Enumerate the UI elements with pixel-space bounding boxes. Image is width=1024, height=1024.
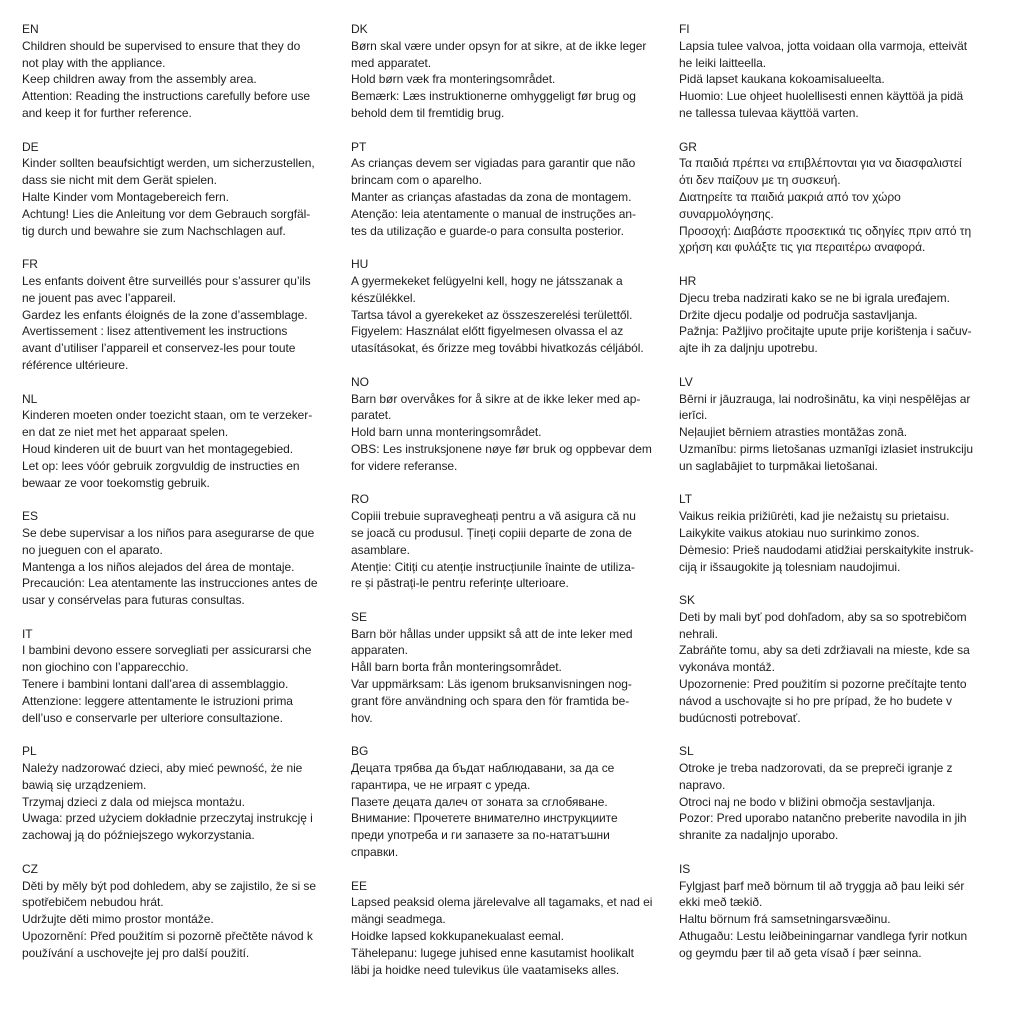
warning-text-line: Tenere i bambini lontani dall’area di assemblaggio. [22, 677, 289, 692]
warning-text-line: tig durch und bewahre sie zum Nachschlagen auf. [22, 223, 286, 238]
language-code: HR [679, 273, 697, 288]
warning-text-line: Διατηρείτε τα παιδιά μακριά από τον χώρο [679, 189, 901, 204]
warning-text-line: ne tallessa tulevaa käyttöä varten. [679, 105, 859, 120]
warning-text-line: Halte Kinder vom Montagebereich fern. [22, 189, 229, 204]
warning-text-line: Udržujte děti mimo prostor montáže. [22, 912, 214, 927]
warning-text-line: avant d’utiliser l’appareil et conservez-les pour toute [22, 341, 296, 356]
warning-text-line: hov. [351, 710, 373, 725]
warning-text-line: Upozornenie: Pred použitím si pozorne prečítajte tento [679, 677, 967, 692]
language-code: HU [351, 257, 369, 272]
language-code: IT [22, 626, 33, 641]
warning-text-line: dell’uso e conservarle per ulteriore consultazione. [22, 710, 283, 725]
language-section-no [351, 374, 681, 475]
language-code: GR [679, 139, 697, 154]
warning-text-line: Barn bør overvåkes for å sikre at de ikke leker med ap- [351, 391, 641, 406]
warning-text-line: Pidä lapset kaukana kokoamisalueelta. [679, 72, 885, 87]
warning-text-line: budúcnosti potrebovať. [679, 710, 801, 725]
warning-text-line: OBS: Les instruksjonene nøye før bruk og oppbevar dem [351, 441, 652, 456]
warning-text-line: paratet. [351, 408, 392, 423]
warning-text-line: Uwaga: przed użyciem dokładnie przeczytaj instrukcję i [22, 811, 313, 826]
warning-text-line: behold dem til fremtidig brug. [351, 105, 505, 120]
warning-text-line: for videre referanse. [351, 458, 458, 473]
warning-text-line: преди употреба и ги запазете за по-нататъшни [351, 828, 610, 843]
language-section-it [22, 626, 352, 727]
warning-text-line: Athugaðu: Lestu leiðbeiningarnar vandlega fyrir notkun [679, 929, 968, 944]
warning-text-line: no jueguen con el aparato. [22, 542, 163, 557]
warning-text-line: utasításokat, és őrizze meg további hivatkozás céljából. [351, 341, 644, 356]
warning-text-line: Precaución: Lea atentamente las instrucciones antes de [22, 576, 318, 591]
warning-text-line: med apparatet. [351, 55, 432, 70]
warning-text-line: en dat ze niet met het apparaat spelen. [22, 425, 229, 440]
language-section-cz [22, 861, 352, 962]
warning-text-line: Manter as crianças afastadas da zona de montagem. [351, 189, 632, 204]
language-section-lt [679, 491, 1009, 575]
language-code: NL [22, 391, 38, 406]
language-code: BG [351, 744, 369, 759]
warning-text-line: Gardez les enfants éloignés de la zone d’assemblage. [22, 307, 308, 322]
warning-text-line: Пазете децата далеч от зоната за сглобяване. [351, 794, 608, 809]
language-code: FR [22, 257, 38, 272]
language-section-lv [679, 374, 1009, 475]
warning-text-line: Atenție: Citiți cu atenție instrucțiunile înainte de utiliza- [351, 559, 635, 574]
language-section-en [22, 21, 352, 122]
warning-text-line: nehrali. [679, 626, 718, 641]
language-code: RO [351, 492, 369, 507]
warning-text-line: készülékkel. [351, 290, 416, 305]
warning-text-line: ajte ih za daljnju upotrebu. [679, 341, 818, 356]
language-code: EN [22, 22, 39, 36]
warning-text-line: Barn bör hållas under uppsikt så att de inte leker med [351, 626, 633, 641]
warning-text-line: he leiki laitteella. [679, 55, 767, 70]
warning-text-line: bawią się urządzeniem. [22, 777, 147, 792]
warning-text-line: Vaikus reikia prižiūrėti, kad jie nežaistų su prietaisu. [679, 509, 950, 524]
column-2 [351, 21, 681, 995]
warning-text-line: Внимание: Прочетете внимателно инструкциите [351, 811, 618, 826]
warning-text-line: χρήση και φυλάξτε τις για περαιτέρω αναφορά. [679, 240, 926, 255]
warning-text-line: гарантира, че не играят с уреда. [351, 777, 531, 792]
warning-text-line: συναρμολόγησης. [679, 206, 774, 221]
warning-text-line: Upozornění: Před použitím si pozorně přečtěte návod k [22, 929, 313, 944]
warning-text-line: Zabráňte tomu, aby sa deti zdržiavali na mieste, kde sa [679, 643, 970, 658]
language-code: FI [679, 22, 690, 36]
warning-text-line: se joacă cu produsul. Țineți copiii departe de zona de [351, 525, 632, 540]
language-code: LT [679, 492, 693, 507]
language-section-dk [351, 21, 681, 122]
language-code: CZ [22, 861, 38, 876]
language-section-nl [22, 391, 352, 492]
warning-text-line: Lapsed peaksid olema järelevalve all tagamaks, et nad ei [351, 895, 653, 910]
language-section-ee [351, 878, 681, 979]
warning-text-line: Децата трябва да бъдат наблюдавани, за да се [351, 761, 615, 776]
language-code: LV [679, 374, 693, 389]
warning-text-line: bewaar ze voor toekomstig gebruik. [22, 475, 210, 490]
warning-text-line: Attention: Reading the instructions carefully before use [22, 89, 311, 104]
language-section-se [351, 609, 681, 727]
warning-text-line: Děti by měly být pod dohledem, aby se zajistilo, že si se [22, 878, 316, 893]
warning-text-line: Let op: lees vóór gebruik zorgvuldig de instructies en [22, 458, 300, 473]
warning-text-line: ekki með tækið. [679, 895, 763, 910]
warning-text-line: Kinderen moeten onder toezicht staan, om te verzeker- [22, 408, 313, 423]
warning-text-line: mängi seadmega. [351, 912, 446, 927]
warning-text-line: spotřebičem nebudou hrát. [22, 895, 164, 910]
warning-text-line: re și păstrați-le pentru referințe ulterioare. [351, 576, 569, 591]
warning-text-line: Figyelem: Használat előtt figyelmesen olvassa el az [351, 324, 624, 339]
language-code: PT [351, 139, 367, 154]
language-section-pt [351, 139, 681, 240]
language-section-hu [351, 256, 681, 357]
warning-text-line: Huomio: Lue ohjeet huolellisesti ennen käyttöä ja pidä [679, 89, 964, 104]
language-code: EE [351, 878, 367, 893]
language-section-ro [351, 491, 681, 592]
warning-text-line: Otroci naj ne bodo v bližini območja sestavljanja. [679, 794, 936, 809]
warning-text-line: Lapsia tulee valvoa, jotta voidaan olla varmoja, etteivät [679, 38, 967, 53]
language-code: SE [351, 609, 367, 624]
warning-text-line: ciją ir išsaugokite ją tolesniam naudojimui. [679, 559, 901, 574]
warning-text-line: Trzymaj dzieci z dala od miejsca montażu. [22, 794, 245, 809]
language-code: SL [679, 744, 694, 759]
language-code: NO [351, 374, 369, 389]
language-section-es [22, 508, 352, 609]
warning-text-line: vykonáva montáž. [679, 660, 775, 675]
warning-text-line: läbi ja hoidke need tulevikus üle vaatamiseks alles. [351, 962, 620, 977]
warning-text-line: Var uppmärksam: Läs igenom bruksanvisningen nog- [351, 677, 632, 692]
warning-text-line: používání a uschovejte jej pro další použití. [22, 945, 250, 960]
warning-text-line: Pozor: Pred uporabo natančno preberite navodila in jih [679, 811, 967, 826]
warning-text-line: Les enfants doivent être surveillés pour s’assurer qu’ils [22, 273, 311, 288]
warning-text-line: Copiii trebuie supravegheați pentru a vă asigura că nu [351, 509, 636, 524]
language-section-is [679, 861, 1009, 962]
warning-text-line: Houd kinderen uit de buurt van het montagegebied. [22, 441, 294, 456]
language-section-bg [351, 743, 681, 861]
warning-text-line: Fylgjast þarf með börnum til að tryggja að þau leiki sér [679, 878, 965, 893]
warning-text-line: og geymdu þær til að geta vísað í þær seinna. [679, 945, 922, 960]
warning-text-line: návod a uschovajte si ho pre prípad, že ho budete v [679, 693, 952, 708]
warning-text-line: Hold barn unna monteringsområdet. [351, 425, 542, 440]
warning-text-line: Należy nadzorować dzieci, aby mieć pewność, że nie [22, 761, 303, 776]
warning-text-line: ne jouent pas avec l’appareil. [22, 290, 176, 305]
warning-text-line: ierīci. [679, 408, 708, 423]
warning-text-line: and keep it for further reference. [22, 105, 192, 120]
warning-text-line: dass sie nicht mit dem Gerät spielen. [22, 173, 217, 188]
warning-text-line: Deti by mali byť pod dohľadom, aby sa so spotrebičom [679, 609, 967, 624]
warning-text-line: справки. [351, 845, 399, 860]
language-section-de [22, 139, 352, 240]
warning-text-line: usar y consérvelas para futuras consultas. [22, 593, 245, 608]
warning-text-line: Children should be supervised to ensure that they do [22, 38, 301, 53]
warning-text-line: Avertissement : lisez attentivement les instructions [22, 324, 288, 339]
language-code: DE [22, 139, 39, 154]
language-code: ES [22, 509, 38, 524]
language-code: DK [351, 22, 368, 36]
language-section-fi [679, 21, 1009, 122]
warning-text-line: non giochino con l’apparecchio. [22, 660, 189, 675]
language-section-hr [679, 273, 1009, 357]
warning-text-line: Προσοχή: Διαβάστε προσεκτικά τις οδηγίες πριν από τη [679, 223, 972, 238]
warning-text-line: zachowaj ją do późniejszego wykorzystania. [22, 828, 255, 843]
warning-text-line: asamblare. [351, 542, 410, 557]
warning-text-line: Se debe supervisar a los niños para asegurarse de que [22, 525, 315, 540]
warning-text-line: Hoidke lapsed kokkupanekualast eemal. [351, 929, 564, 944]
warning-text-line: Neļaujiet bērniem atrasties montāžas zonā. [679, 425, 908, 440]
warning-text-line: apparaten. [351, 643, 408, 658]
warning-text-line: Držite djecu podalje od područja sastavljanja. [679, 307, 918, 322]
warning-text-line: Atenção: leia atentamente o manual de instruções an- [351, 206, 636, 221]
warning-text-line: Dėmesio: Prieš naudodami atidžiai perskaitykite instruk- [679, 542, 974, 557]
warning-text-line: brincam com o aparelho. [351, 173, 482, 188]
warning-text-line: Håll barn borta från monteringsområdet. [351, 660, 562, 675]
warning-text-line: un saglabājiet to turpmākai lietošanai. [679, 458, 878, 473]
warning-text-line: not play with the appliance. [22, 55, 166, 70]
warning-text-line: shranite za nadaljnjo uporabo. [679, 828, 839, 843]
language-code: SK [679, 593, 695, 608]
warning-text-line: Tähelepanu: lugege juhised enne kasutamist hoolikalt [351, 945, 634, 960]
language-section-sk [679, 592, 1009, 726]
warning-text-line: Haltu börnum frá samsetningarsvæðinu. [679, 912, 891, 927]
language-section-gr [679, 139, 1009, 257]
warning-text-line: As crianças devem ser vigiadas para garantir que não [351, 156, 636, 171]
warning-text-line: Bemærk: Læs instruktionerne omhyggeligt før brug og [351, 89, 636, 104]
warning-text-line: I bambini devono essere sorvegliati per assicurarsi che [22, 643, 312, 658]
column-1 [22, 21, 352, 978]
warning-text-line: ότι δεν παίζουν με τη συσκευή. [679, 173, 841, 188]
warning-text-line: Uzmanību: pirms lietošanas uzmanīgi izlasiet instrukciju [679, 441, 973, 456]
warning-text-line: Achtung! Lies die Anleitung vor dem Gebrauch sorgfäl- [22, 206, 311, 221]
warning-text-line: Kinder sollten beaufsichtigt werden, um sicherzustellen, [22, 156, 315, 171]
language-code: PL [22, 744, 37, 759]
warning-text-line: Tartsa távol a gyerekeket az összeszerelési területtől. [351, 307, 633, 322]
warning-text-line: Bērni ir jāuzrauga, lai nodrošinātu, ka viņi nespēlējas ar [679, 391, 971, 406]
language-section-pl [22, 743, 352, 844]
warning-text-line: Attenzione: leggere attentamente le istruzioni prima [22, 693, 293, 708]
warning-text-line: tes da utilização e guarde-o para consulta posterior. [351, 223, 624, 238]
warning-text-line: Mantenga a los niños alejados del área de montaje. [22, 559, 295, 574]
warning-text-line: A gyermekeket felügyelni kell, hogy ne játsszanak a [351, 273, 623, 288]
warning-text-line: Pažnja: Pažljivo pročitajte upute prije korištenja i sačuv- [679, 324, 972, 339]
language-section-sl [679, 743, 1009, 844]
column-3 [679, 21, 1009, 978]
warning-text-line: Otroke je treba nadzorovati, da se prepreči igranje z [679, 761, 953, 776]
warning-text-line: grant före användning och spara den för framtida be- [351, 693, 630, 708]
warning-text-line: Laikykite vaikus atokiau nuo surinkimo zonos. [679, 525, 920, 540]
warning-text-line: Τα παιδιά πρέπει να επιβλέπονται για να διασφαλιστεί [679, 156, 962, 171]
language-code: IS [679, 861, 691, 876]
warning-text-line: napravo. [679, 777, 726, 792]
warning-text-line: Keep children away from the assembly area. [22, 72, 257, 87]
warning-text-line: Børn skal være under opsyn for at sikre, at de ikke leger [351, 38, 647, 53]
warning-text-line: Djecu treba nadzirati kako se ne bi igrala uređajem. [679, 290, 950, 305]
language-section-fr [22, 256, 352, 374]
warning-text-line: référence ultérieure. [22, 357, 129, 372]
warning-text-line: Hold børn væk fra monteringsområdet. [351, 72, 556, 87]
